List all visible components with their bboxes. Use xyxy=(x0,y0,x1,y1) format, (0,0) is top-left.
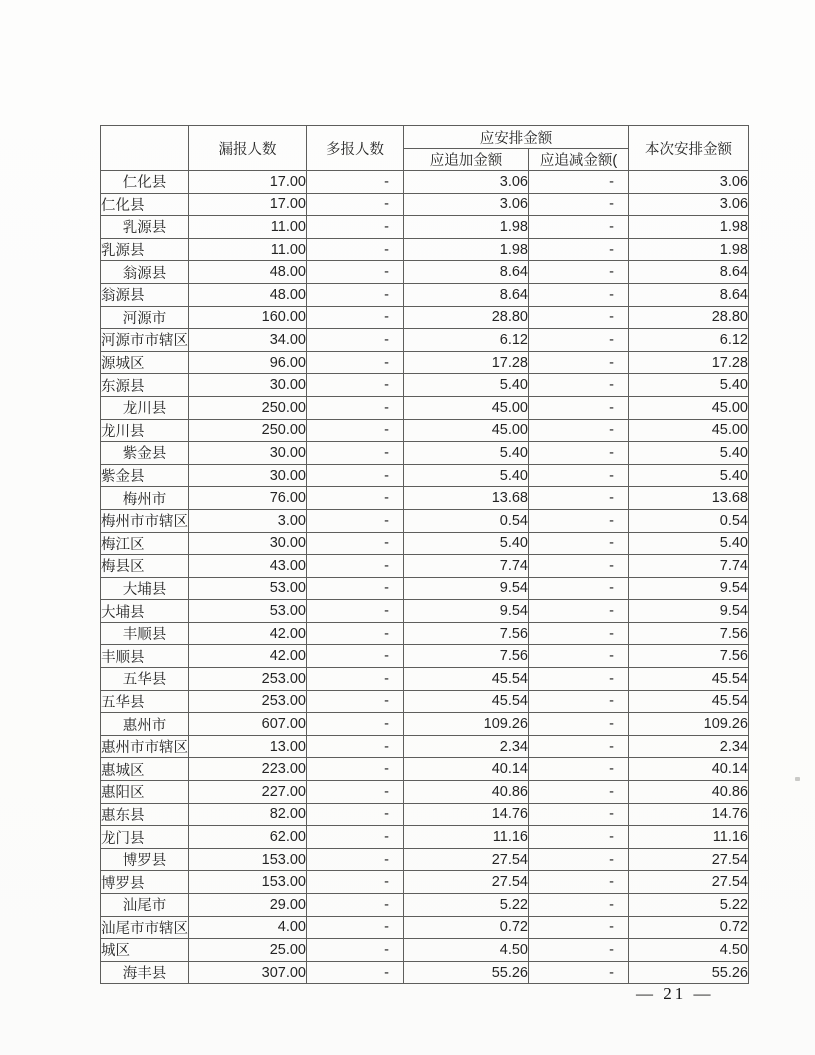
over-count-cell: - xyxy=(307,622,404,645)
reduce-amount-cell: - xyxy=(529,374,629,397)
current-amount-cell: 1.98 xyxy=(629,238,749,261)
region-name-cell: 翁源县 xyxy=(101,283,189,306)
add-amount-cell: 109.26 xyxy=(404,713,529,736)
region-name-cell: 博罗县 xyxy=(101,848,189,871)
reduce-amount-cell: - xyxy=(529,509,629,532)
over-count-cell: - xyxy=(307,193,404,216)
over-count-cell: - xyxy=(307,713,404,736)
add-amount-cell: 13.68 xyxy=(404,487,529,510)
add-amount-cell: 45.54 xyxy=(404,668,529,691)
reduce-amount-cell: - xyxy=(529,600,629,623)
reduce-amount-cell: - xyxy=(529,555,629,578)
reduce-amount-cell: - xyxy=(529,396,629,419)
current-amount-cell: 45.00 xyxy=(629,396,749,419)
table-row xyxy=(101,848,749,871)
current-amount-cell: 13.68 xyxy=(629,487,749,510)
missed-count-cell: 307.00 xyxy=(189,961,307,984)
region-name-cell: 仁化县 xyxy=(101,171,189,194)
reduce-amount-cell: - xyxy=(529,781,629,804)
over-count-cell: - xyxy=(307,509,404,532)
missed-count-cell: 34.00 xyxy=(189,329,307,352)
table-header xyxy=(101,126,749,171)
reduce-amount-cell: - xyxy=(529,261,629,284)
current-amount-cell: 17.28 xyxy=(629,351,749,374)
table-row xyxy=(101,577,749,600)
add-amount-cell: 7.56 xyxy=(404,622,529,645)
add-amount-cell: 17.28 xyxy=(404,351,529,374)
table-row xyxy=(101,216,749,239)
reduce-amount-cell: - xyxy=(529,622,629,645)
over-count-cell: - xyxy=(307,690,404,713)
over-count-cell: - xyxy=(307,374,404,397)
over-count-cell: - xyxy=(307,781,404,804)
add-amount-cell: 0.72 xyxy=(404,916,529,939)
table-row xyxy=(101,442,749,465)
add-amount-cell: 9.54 xyxy=(404,577,529,600)
current-amount-cell: 5.40 xyxy=(629,532,749,555)
allocation-table xyxy=(100,125,749,984)
table-row xyxy=(101,306,749,329)
region-name-cell: 惠州市市辖区 xyxy=(101,735,189,758)
header-row-top xyxy=(101,126,749,149)
page-number: — 21 — xyxy=(636,984,714,1003)
table-row xyxy=(101,238,749,261)
table-row xyxy=(101,690,749,713)
current-amount-cell: 4.50 xyxy=(629,939,749,962)
add-amount-cell: 45.54 xyxy=(404,690,529,713)
region-name-cell: 乳源县 xyxy=(101,238,189,261)
add-amount-cell: 40.86 xyxy=(404,781,529,804)
add-amount-cell: 45.00 xyxy=(404,419,529,442)
over-count-cell: - xyxy=(307,283,404,306)
missed-count-cell: 17.00 xyxy=(189,193,307,216)
current-amount-cell: 27.54 xyxy=(629,871,749,894)
over-count-cell: - xyxy=(307,939,404,962)
current-amount-cell: 14.76 xyxy=(629,803,749,826)
current-amount-cell: 3.06 xyxy=(629,193,749,216)
over-count-cell: - xyxy=(307,532,404,555)
region-name-cell: 汕尾市 xyxy=(101,894,189,917)
column-header-current-arrange-amount: 本次安排金额 xyxy=(629,126,749,171)
missed-count-cell: 29.00 xyxy=(189,894,307,917)
add-amount-cell: 1.98 xyxy=(404,216,529,239)
missed-count-cell: 62.00 xyxy=(189,826,307,849)
scan-artifact-dot xyxy=(795,777,800,781)
current-amount-cell: 5.22 xyxy=(629,894,749,917)
over-count-cell: - xyxy=(307,464,404,487)
region-name-cell: 翁源县 xyxy=(101,261,189,284)
reduce-amount-cell: - xyxy=(529,464,629,487)
table-row xyxy=(101,555,749,578)
add-amount-cell: 3.06 xyxy=(404,171,529,194)
missed-count-cell: 250.00 xyxy=(189,419,307,442)
missed-count-cell: 253.00 xyxy=(189,668,307,691)
table-row xyxy=(101,193,749,216)
region-name-cell: 梅江区 xyxy=(101,532,189,555)
add-amount-cell: 1.98 xyxy=(404,238,529,261)
current-amount-cell: 0.72 xyxy=(629,916,749,939)
reduce-amount-cell: - xyxy=(529,916,629,939)
missed-count-cell: 160.00 xyxy=(189,306,307,329)
region-name-cell: 紫金县 xyxy=(101,442,189,465)
region-name-cell: 汕尾市市辖区 xyxy=(101,916,189,939)
region-name-cell: 惠东县 xyxy=(101,803,189,826)
current-amount-cell: 40.86 xyxy=(629,781,749,804)
reduce-amount-cell: - xyxy=(529,713,629,736)
add-amount-cell: 5.40 xyxy=(404,374,529,397)
current-amount-cell: 9.54 xyxy=(629,577,749,600)
missed-count-cell: 13.00 xyxy=(189,735,307,758)
over-count-cell: - xyxy=(307,871,404,894)
missed-count-cell: 11.00 xyxy=(189,216,307,239)
over-count-cell: - xyxy=(307,487,404,510)
over-count-cell: - xyxy=(307,351,404,374)
missed-count-cell: 4.00 xyxy=(189,916,307,939)
region-name-cell: 海丰县 xyxy=(101,961,189,984)
missed-count-cell: 153.00 xyxy=(189,871,307,894)
over-count-cell: - xyxy=(307,216,404,239)
region-name-cell: 惠阳区 xyxy=(101,781,189,804)
table-row xyxy=(101,803,749,826)
column-header-over-count: 多报人数 xyxy=(307,126,404,171)
reduce-amount-cell: - xyxy=(529,690,629,713)
region-name-cell: 丰顺县 xyxy=(101,645,189,668)
table-row xyxy=(101,487,749,510)
reduce-amount-cell: - xyxy=(529,668,629,691)
missed-count-cell: 53.00 xyxy=(189,600,307,623)
missed-count-cell: 76.00 xyxy=(189,487,307,510)
add-amount-cell: 4.50 xyxy=(404,939,529,962)
add-amount-cell: 27.54 xyxy=(404,848,529,871)
reduce-amount-cell: - xyxy=(529,532,629,555)
table-row xyxy=(101,939,749,962)
over-count-cell: - xyxy=(307,826,404,849)
current-amount-cell: 8.64 xyxy=(629,283,749,306)
table-row xyxy=(101,781,749,804)
reduce-amount-cell: - xyxy=(529,735,629,758)
current-amount-cell: 1.98 xyxy=(629,216,749,239)
region-name-cell: 仁化县 xyxy=(101,193,189,216)
table-row xyxy=(101,509,749,532)
table-row xyxy=(101,374,749,397)
current-amount-cell: 7.74 xyxy=(629,555,749,578)
missed-count-cell: 227.00 xyxy=(189,781,307,804)
region-name-cell: 博罗县 xyxy=(101,871,189,894)
over-count-cell: - xyxy=(307,306,404,329)
over-count-cell: - xyxy=(307,894,404,917)
reduce-amount-cell: - xyxy=(529,419,629,442)
missed-count-cell: 11.00 xyxy=(189,238,307,261)
add-amount-cell: 2.34 xyxy=(404,735,529,758)
add-amount-cell: 45.00 xyxy=(404,396,529,419)
missed-count-cell: 42.00 xyxy=(189,622,307,645)
region-name-cell: 东源县 xyxy=(101,374,189,397)
over-count-cell: - xyxy=(307,261,404,284)
table-row xyxy=(101,894,749,917)
add-amount-cell: 9.54 xyxy=(404,600,529,623)
missed-count-cell: 42.00 xyxy=(189,645,307,668)
add-amount-cell: 55.26 xyxy=(404,961,529,984)
region-name-cell: 大埔县 xyxy=(101,600,189,623)
region-name-cell: 惠城区 xyxy=(101,758,189,781)
over-count-cell: - xyxy=(307,735,404,758)
table-row xyxy=(101,419,749,442)
missed-count-cell: 53.00 xyxy=(189,577,307,600)
region-name-cell: 五华县 xyxy=(101,668,189,691)
current-amount-cell: 109.26 xyxy=(629,713,749,736)
add-amount-cell: 8.64 xyxy=(404,283,529,306)
missed-count-cell: 43.00 xyxy=(189,555,307,578)
region-name-cell: 梅州市市辖区 xyxy=(101,509,189,532)
reduce-amount-cell: - xyxy=(529,871,629,894)
reduce-amount-cell: - xyxy=(529,283,629,306)
over-count-cell: - xyxy=(307,961,404,984)
add-amount-cell: 0.54 xyxy=(404,509,529,532)
table-row xyxy=(101,600,749,623)
add-amount-cell: 7.56 xyxy=(404,645,529,668)
add-amount-cell: 5.22 xyxy=(404,894,529,917)
current-amount-cell: 7.56 xyxy=(629,622,749,645)
missed-count-cell: 48.00 xyxy=(189,261,307,284)
corner-header-cell xyxy=(101,126,189,171)
current-amount-cell: 9.54 xyxy=(629,600,749,623)
region-name-cell: 龙门县 xyxy=(101,826,189,849)
current-amount-cell: 45.00 xyxy=(629,419,749,442)
current-amount-cell: 5.40 xyxy=(629,374,749,397)
missed-count-cell: 250.00 xyxy=(189,396,307,419)
current-amount-cell: 7.56 xyxy=(629,645,749,668)
current-amount-cell: 28.80 xyxy=(629,306,749,329)
over-count-cell: - xyxy=(307,577,404,600)
over-count-cell: - xyxy=(307,396,404,419)
missed-count-cell: 153.00 xyxy=(189,848,307,871)
add-amount-cell: 6.12 xyxy=(404,329,529,352)
add-amount-cell: 5.40 xyxy=(404,464,529,487)
table-row xyxy=(101,713,749,736)
table-row xyxy=(101,758,749,781)
table-row xyxy=(101,283,749,306)
region-name-cell: 惠州市 xyxy=(101,713,189,736)
reduce-amount-cell: - xyxy=(529,826,629,849)
current-amount-cell: 5.40 xyxy=(629,464,749,487)
reduce-amount-cell: - xyxy=(529,193,629,216)
current-amount-cell: 3.06 xyxy=(629,171,749,194)
over-count-cell: - xyxy=(307,329,404,352)
table-row xyxy=(101,668,749,691)
missed-count-cell: 82.00 xyxy=(189,803,307,826)
table-row xyxy=(101,532,749,555)
over-count-cell: - xyxy=(307,848,404,871)
reduce-amount-cell: - xyxy=(529,329,629,352)
current-amount-cell: 5.40 xyxy=(629,442,749,465)
reduce-amount-cell: - xyxy=(529,216,629,239)
region-name-cell: 梅县区 xyxy=(101,555,189,578)
region-name-cell: 龙川县 xyxy=(101,419,189,442)
missed-count-cell: 253.00 xyxy=(189,690,307,713)
current-amount-cell: 8.64 xyxy=(629,261,749,284)
over-count-cell: - xyxy=(307,916,404,939)
table-row xyxy=(101,261,749,284)
reduce-amount-cell: - xyxy=(529,758,629,781)
region-name-cell: 源城区 xyxy=(101,351,189,374)
reduce-amount-cell: - xyxy=(529,939,629,962)
region-name-cell: 乳源县 xyxy=(101,216,189,239)
table-row xyxy=(101,735,749,758)
table-row xyxy=(101,871,749,894)
region-name-cell: 河源市市辖区 xyxy=(101,329,189,352)
current-amount-cell: 2.34 xyxy=(629,735,749,758)
add-amount-cell: 28.80 xyxy=(404,306,529,329)
add-amount-cell: 5.40 xyxy=(404,442,529,465)
reduce-amount-cell: - xyxy=(529,442,629,465)
current-amount-cell: 0.54 xyxy=(629,509,749,532)
over-count-cell: - xyxy=(307,600,404,623)
region-name-cell: 紫金县 xyxy=(101,464,189,487)
table-row xyxy=(101,622,749,645)
missed-count-cell: 96.00 xyxy=(189,351,307,374)
reduce-amount-cell: - xyxy=(529,238,629,261)
table-row xyxy=(101,961,749,984)
reduce-amount-cell: - xyxy=(529,848,629,871)
reduce-amount-cell: - xyxy=(529,577,629,600)
reduce-amount-cell: - xyxy=(529,803,629,826)
region-name-cell: 丰顺县 xyxy=(101,622,189,645)
reduce-amount-cell: - xyxy=(529,487,629,510)
reduce-amount-cell: - xyxy=(529,171,629,194)
missed-count-cell: 25.00 xyxy=(189,939,307,962)
reduce-amount-cell: - xyxy=(529,306,629,329)
over-count-cell: - xyxy=(307,171,404,194)
over-count-cell: - xyxy=(307,442,404,465)
add-amount-cell: 3.06 xyxy=(404,193,529,216)
add-amount-cell: 11.16 xyxy=(404,826,529,849)
region-name-cell: 五华县 xyxy=(101,690,189,713)
over-count-cell: - xyxy=(307,555,404,578)
missed-count-cell: 30.00 xyxy=(189,532,307,555)
table-row xyxy=(101,351,749,374)
reduce-amount-cell: - xyxy=(529,645,629,668)
column-header-reduce-amount: 应追减金额( xyxy=(529,149,629,171)
region-name-cell: 梅州市 xyxy=(101,487,189,510)
region-name-cell: 龙川县 xyxy=(101,396,189,419)
over-count-cell: - xyxy=(307,238,404,261)
over-count-cell: - xyxy=(307,803,404,826)
current-amount-cell: 45.54 xyxy=(629,668,749,691)
table-row xyxy=(101,826,749,849)
missed-count-cell: 17.00 xyxy=(189,171,307,194)
add-amount-cell: 7.74 xyxy=(404,555,529,578)
over-count-cell: - xyxy=(307,668,404,691)
table-row xyxy=(101,171,749,194)
missed-count-cell: 30.00 xyxy=(189,374,307,397)
current-amount-cell: 40.14 xyxy=(629,758,749,781)
add-amount-cell: 40.14 xyxy=(404,758,529,781)
current-amount-cell: 55.26 xyxy=(629,961,749,984)
current-amount-cell: 27.54 xyxy=(629,848,749,871)
missed-count-cell: 30.00 xyxy=(189,442,307,465)
add-amount-cell: 5.40 xyxy=(404,532,529,555)
table-row xyxy=(101,916,749,939)
region-name-cell: 城区 xyxy=(101,939,189,962)
missed-count-cell: 607.00 xyxy=(189,713,307,736)
over-count-cell: - xyxy=(307,758,404,781)
column-header-add-amount: 应追加金额 xyxy=(404,149,529,171)
missed-count-cell: 30.00 xyxy=(189,464,307,487)
add-amount-cell: 8.64 xyxy=(404,261,529,284)
missed-count-cell: 223.00 xyxy=(189,758,307,781)
region-name-cell: 河源市 xyxy=(101,306,189,329)
reduce-amount-cell: - xyxy=(529,351,629,374)
current-amount-cell: 45.54 xyxy=(629,690,749,713)
table-row xyxy=(101,645,749,668)
table-body xyxy=(101,171,749,984)
table-row xyxy=(101,329,749,352)
region-name-cell: 大埔县 xyxy=(101,577,189,600)
table-row xyxy=(101,464,749,487)
reduce-amount-cell: - xyxy=(529,961,629,984)
missed-count-cell: 3.00 xyxy=(189,509,307,532)
current-amount-cell: 6.12 xyxy=(629,329,749,352)
over-count-cell: - xyxy=(307,645,404,668)
missed-count-cell: 48.00 xyxy=(189,283,307,306)
column-header-missed-count: 漏报人数 xyxy=(189,126,307,171)
table-row xyxy=(101,396,749,419)
add-amount-cell: 27.54 xyxy=(404,871,529,894)
add-amount-cell: 14.76 xyxy=(404,803,529,826)
over-count-cell: - xyxy=(307,419,404,442)
column-header-arrange-amount-group: 应安排金额 xyxy=(404,126,629,149)
reduce-amount-cell: - xyxy=(529,894,629,917)
current-amount-cell: 11.16 xyxy=(629,826,749,849)
